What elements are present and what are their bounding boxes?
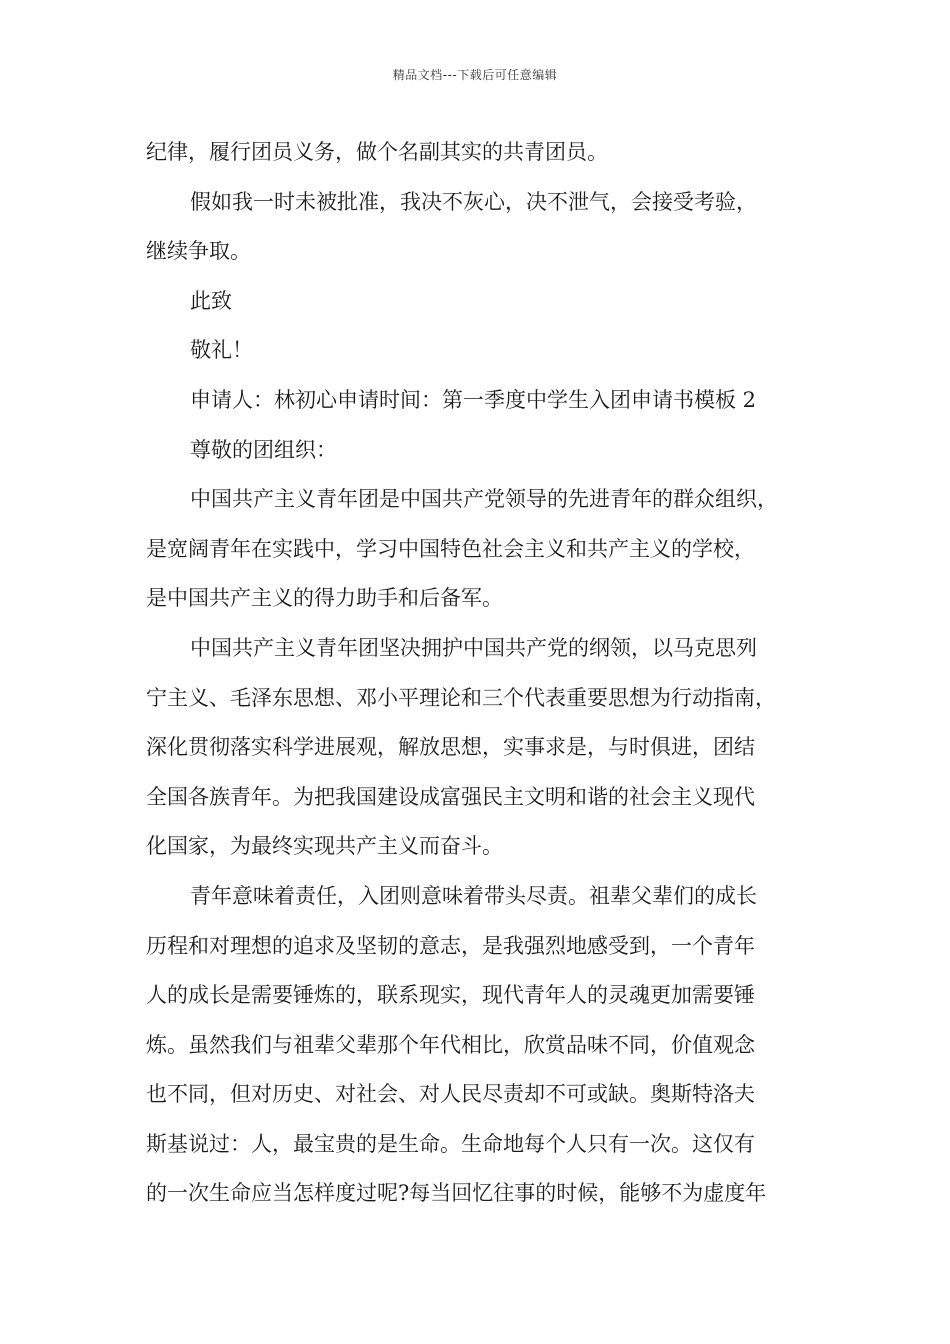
text-line: 继续争取。 bbox=[146, 239, 251, 264]
text-line: 纪律，履行团员义务，做个名副其实的共青团员。 bbox=[146, 140, 608, 164]
text-line: 深化贯彻落实科学进展观，解放思想，实事求是，与时俱进，团结 bbox=[146, 735, 755, 760]
text-line: 全国各族青年。为把我国建设成富强民主文明和谐的社会主义现代 bbox=[146, 784, 755, 809]
text-line: 历程和对理想的追求及坚韧的意志，是我强烈地感受到，一个青年 bbox=[146, 933, 755, 958]
text-line: 是中国共产主义的得力助手和后备军。 bbox=[146, 586, 503, 611]
text-line: 中国共产主义青年团坚决拥护中国共产党的纲领，以马克思列 bbox=[190, 635, 757, 660]
text-line: 斯基说过：人，最宝贵的是生命。生命地每个人只有一次。这仅有 bbox=[146, 1131, 755, 1156]
text-line: 尊敬的团组织： bbox=[190, 437, 337, 462]
page-header: 精品文档---下载后可任意编辑 bbox=[392, 68, 558, 82]
text-line: 炼。虽然我们与祖辈父辈那个年代相比，欣赏品味不同，价值观念 bbox=[146, 1032, 755, 1057]
text-line: 申请人：林初心申请时间：第一季度中学生入团申请书模板 2 bbox=[190, 387, 757, 412]
text-line: 化国家，为最终实现共产主义而奋斗。 bbox=[146, 834, 503, 859]
text-line: 宁主义、毛泽东思想、邓小平理论和三个代表重要思想为行动指南， bbox=[146, 685, 776, 710]
text-line: 人的成长是需要锤炼的，联系现实，现代青年人的灵魂更加需要锤 bbox=[146, 983, 755, 1008]
text-line: 也不同，但对历史、对社会、对人民尽责却不可或缺。奥斯特洛夫 bbox=[146, 1082, 755, 1107]
text-line: 青年意味着责任，入团则意味着带头尽责。祖辈父辈们的成长 bbox=[190, 883, 757, 908]
text-line: 的一次生命应当怎样度过呢?每当回忆往事的时候，能够不为虚度年 bbox=[146, 1181, 767, 1206]
text-line: 假如我一时未被批准，我决不灰心，决不泄气，会接受考验， bbox=[190, 189, 757, 214]
text-line: 此致 bbox=[190, 288, 232, 313]
text-line: 是宽阔青年在实践中，学习中国特色社会主义和共产主义的学校， bbox=[146, 536, 755, 561]
text-line: 中国共产主义青年团是中国共产党领导的先进青年的群众组织， bbox=[190, 487, 778, 512]
document-body bbox=[146, 128, 826, 1219]
text-line: 敬礼！ bbox=[190, 338, 253, 363]
